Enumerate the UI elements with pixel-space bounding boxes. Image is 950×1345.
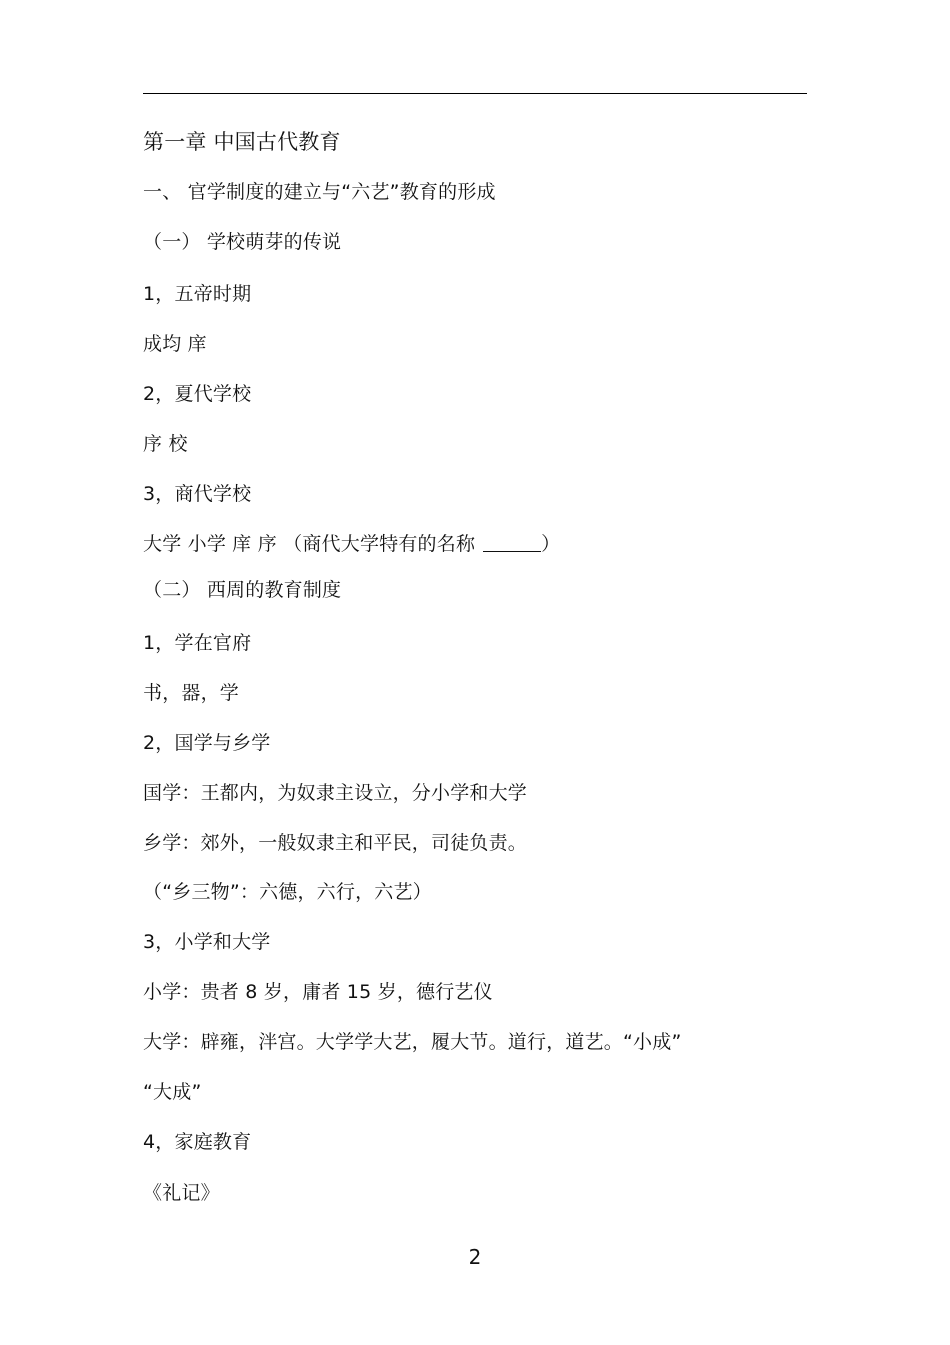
body-line: 大学：辟雍，泮宫。大学学大艺，履大节。道行，道艺。“小成”: [143, 1031, 682, 1053]
chapter-title: 第一章 中国古代教育: [143, 130, 341, 154]
list-item-heading: 2，国学与乡学: [143, 732, 271, 754]
subsection-heading: （一） 学校萌芽的传说: [143, 231, 342, 253]
fill-in-blank-line: [143, 532, 560, 556]
fill-in-blank-suffix: ）: [541, 533, 561, 555]
body-line: 《礼记》: [143, 1182, 220, 1204]
body-line: 序 校: [143, 433, 188, 455]
answer-blank: [483, 535, 541, 552]
page-number: 2: [468, 1245, 482, 1269]
body-line: “大成”: [143, 1081, 202, 1103]
list-item-heading: 3，小学和大学: [143, 931, 271, 953]
list-item-heading: 3，商代学校: [143, 483, 252, 505]
body-line: 小学：贵者 8 岁，庸者 15 岁，德行艺仪: [143, 981, 493, 1003]
list-item-heading: 1，五帝时期: [143, 283, 252, 305]
fill-in-blank-prefix: 大学 小学 庠 序 （商代大学特有的名称: [143, 533, 476, 555]
list-item-heading: 2，夏代学校: [143, 383, 252, 405]
body-line: （“乡三物”：六德，六行，六艺）: [143, 881, 432, 903]
body-line: 国学：王都内，为奴隶主设立，分小学和大学: [143, 782, 528, 804]
list-item-heading: 1，学在官府: [143, 632, 252, 654]
header-rule: [143, 93, 807, 94]
body-line: 乡学：郊外，一般奴隶主和平民，司徒负责。: [143, 832, 528, 854]
list-item-heading: 4，家庭教育: [143, 1131, 252, 1153]
body-line: 书，器，学: [143, 682, 240, 704]
section-heading: 一、 官学制度的建立与“六艺”教育的形成: [143, 181, 496, 203]
body-line: 成均 庠: [143, 333, 207, 355]
subsection-heading: （二） 西周的教育制度: [143, 579, 342, 601]
